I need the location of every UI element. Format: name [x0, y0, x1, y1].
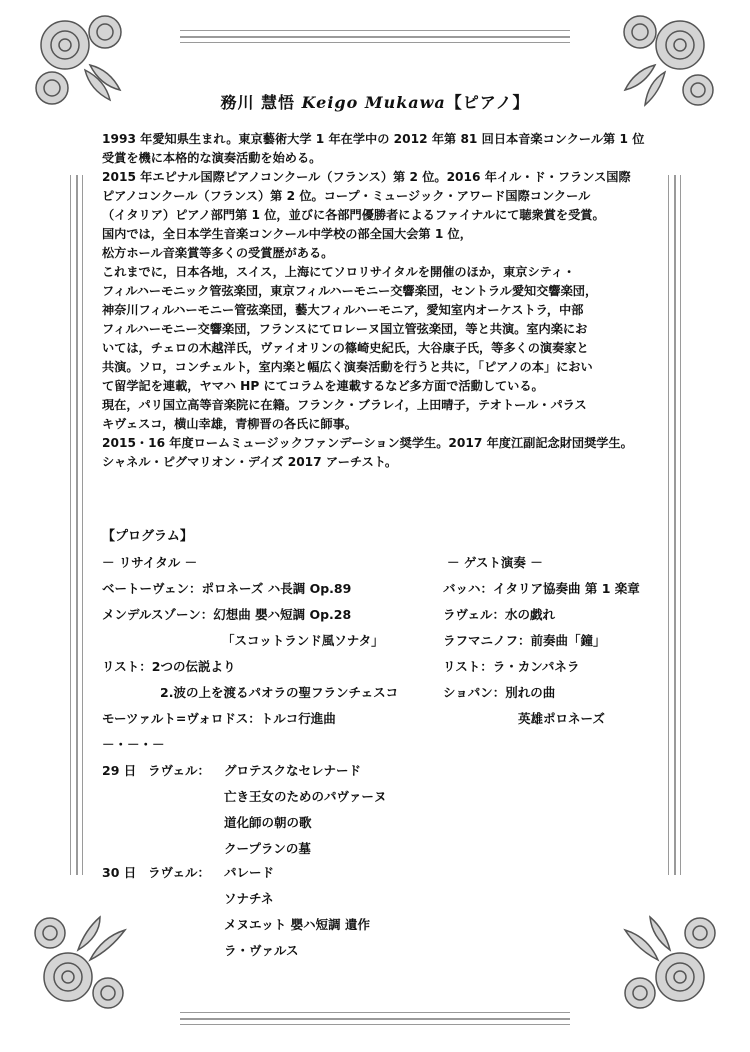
frame-bottom-line-2 [180, 1018, 570, 1020]
day29-piece: クープランの墓 [224, 841, 311, 856]
frame-top-line-3 [180, 42, 570, 43]
recital-line: モーツァルト=ヴォロドス：トルコ行進曲 [102, 711, 336, 726]
guest-line: ラフマニノフ：前奏曲「鐘」 [443, 633, 606, 648]
instrument-label: 【ピアノ】 [445, 93, 530, 112]
frame-bottom-line-3 [180, 1024, 570, 1025]
bio-line: 1993 年愛知県生まれ。東京藝術大学 1 年在学中の 2012 年第 81 回日本音楽コンクール第 1 位 [102, 132, 645, 146]
recital-line: 「スコットランド風ソナタ」 [222, 633, 384, 648]
frame-top-line-1 [180, 30, 570, 31]
day30-composer: ラヴェル： [148, 865, 211, 880]
day30-piece: パレード [224, 865, 275, 880]
frame-top-line-2 [180, 36, 570, 38]
guest-line: 英雄ポロネーズ [518, 711, 605, 726]
day29-piece: 道化師の朝の歌 [224, 815, 312, 830]
day29-program [102, 758, 386, 862]
recital-line: ベートーヴェン：ポロネーズ ハ長調 Op.89 [102, 581, 352, 596]
bio-line: フィルハーモニー交響楽団，フランスにてロレーヌ国立管弦楽団，等と共演。室内楽にお [102, 322, 588, 336]
frame-bottom-line-1 [180, 1012, 570, 1013]
day29-piece: グロテスクなセレナード [224, 763, 362, 778]
guest-line: ショパン：別れの曲 [443, 685, 556, 700]
day29-piece: 亡き王女のためのパヴァーヌ [224, 789, 387, 804]
bio-line: 現在，パリ国立高等音楽院に在籍。フランク・ブラレイ，上田晴子，テオトール・パラス [102, 398, 587, 412]
rose-corner-bottom-right-icon [610, 905, 720, 1015]
bio-line: 共演。ソロ，コンチェルト，室内楽と幅広く演奏活動を行うと共に，「ピアノの本」におい [102, 360, 593, 374]
bio-line: 国内では，全日本学生音楽コンクール中学校の部全国大会第 1 位， [102, 227, 472, 241]
bio-line: キヴェスコ，横山幸雄，青柳晋の各氏に師事。 [102, 417, 357, 431]
guest-line: ラヴェル：水の戯れ [443, 607, 556, 622]
guest-line: リスト：ラ・カンパネラ [443, 659, 580, 674]
frame-left-line-2 [76, 175, 78, 875]
frame-right-line-3 [680, 175, 681, 875]
day30-label: 30 日 [102, 865, 137, 880]
bio-line: 2015・16 年度ロームミュージックファンデーション奨学生。2017 年度江副記念財団奨学生。 [102, 436, 633, 450]
day30-program [102, 860, 370, 964]
recital-heading: － リサイタル － [102, 555, 198, 570]
guest-line: バッハ：イタリア協奏曲 第 1 楽章 [443, 581, 640, 596]
bio-line: 松方ホール音楽賞等多くの受賞歴がある。 [102, 246, 334, 260]
name-latin: Keigo Mukawa [301, 93, 446, 112]
guest-heading: － ゲスト演奏 － [447, 555, 543, 570]
recital-line: 2.波の上を渡るパオラの聖フランチェスコ [160, 685, 399, 700]
page-title [0, 90, 750, 113]
bio-line: いては，チェロの木越洋氏，ヴァイオリンの篠崎史紀氏，大谷康子氏，等多くの演奏家と [102, 341, 589, 355]
recital-column [102, 550, 398, 758]
frame-right-line-2 [674, 175, 676, 875]
biography [102, 130, 672, 472]
recital-line: リスト：2つの伝説より [102, 659, 236, 674]
day30-piece: メヌエット 嬰ハ短調 遺作 [224, 917, 370, 932]
bio-line: ピアノコンクール（フランス）第 2 位。コープ・ミュージック・アワード国際コンクール [102, 189, 591, 203]
program-heading: 【プログラム】 [102, 529, 193, 544]
recital-line: メンデルスゾーン：幻想曲 嬰ハ短調 Op.28 [102, 607, 352, 622]
frame-left-line-1 [70, 175, 71, 875]
day29-label: 29 日 [102, 763, 137, 778]
bio-line: シャネル・ピグマリオン・デイズ 2017 アーチスト。 [102, 455, 398, 469]
separator: －・－・－ [102, 737, 165, 752]
day29-composer: ラヴェル： [148, 763, 211, 778]
day30-piece: ソナチネ [224, 891, 274, 906]
frame-left-line-3 [82, 175, 83, 875]
bio-line: て留学記を連載，ヤマハ HP にてコラムを連載するなど多方面で活動している。 [102, 379, 544, 393]
bio-line: （イタリア）ピアノ部門第 1 位，並びに各部門優勝者によるファイナルにて聴衆賞を受賞。 [102, 208, 605, 222]
bio-line: 受賞を機に本格的な演奏活動を始める。 [102, 151, 322, 165]
day30-piece: ラ・ヴァルス [224, 943, 299, 958]
name-japanese: 務川 慧悟 [220, 93, 296, 112]
guest-column [443, 550, 640, 732]
bio-line: 2015 年エピナル国際ピアノコンクール（フランス）第 2 位。2016 年イル・ド・フランス国際 [102, 170, 631, 184]
bio-line: これまでに，日本各地，スイス，上海にてソロリサイタルを開催のほか，東京シティ・ [102, 265, 576, 279]
bio-line: フィルハーモニック管弦楽団，東京フィルハーモニー交響楽団，セントラル愛知交響楽団， [102, 284, 598, 298]
bio-line: 神奈川フィルハーモニー管弦楽団，藝大フィルハーモニア，愛知室内オーケストラ，中部 [102, 303, 584, 317]
